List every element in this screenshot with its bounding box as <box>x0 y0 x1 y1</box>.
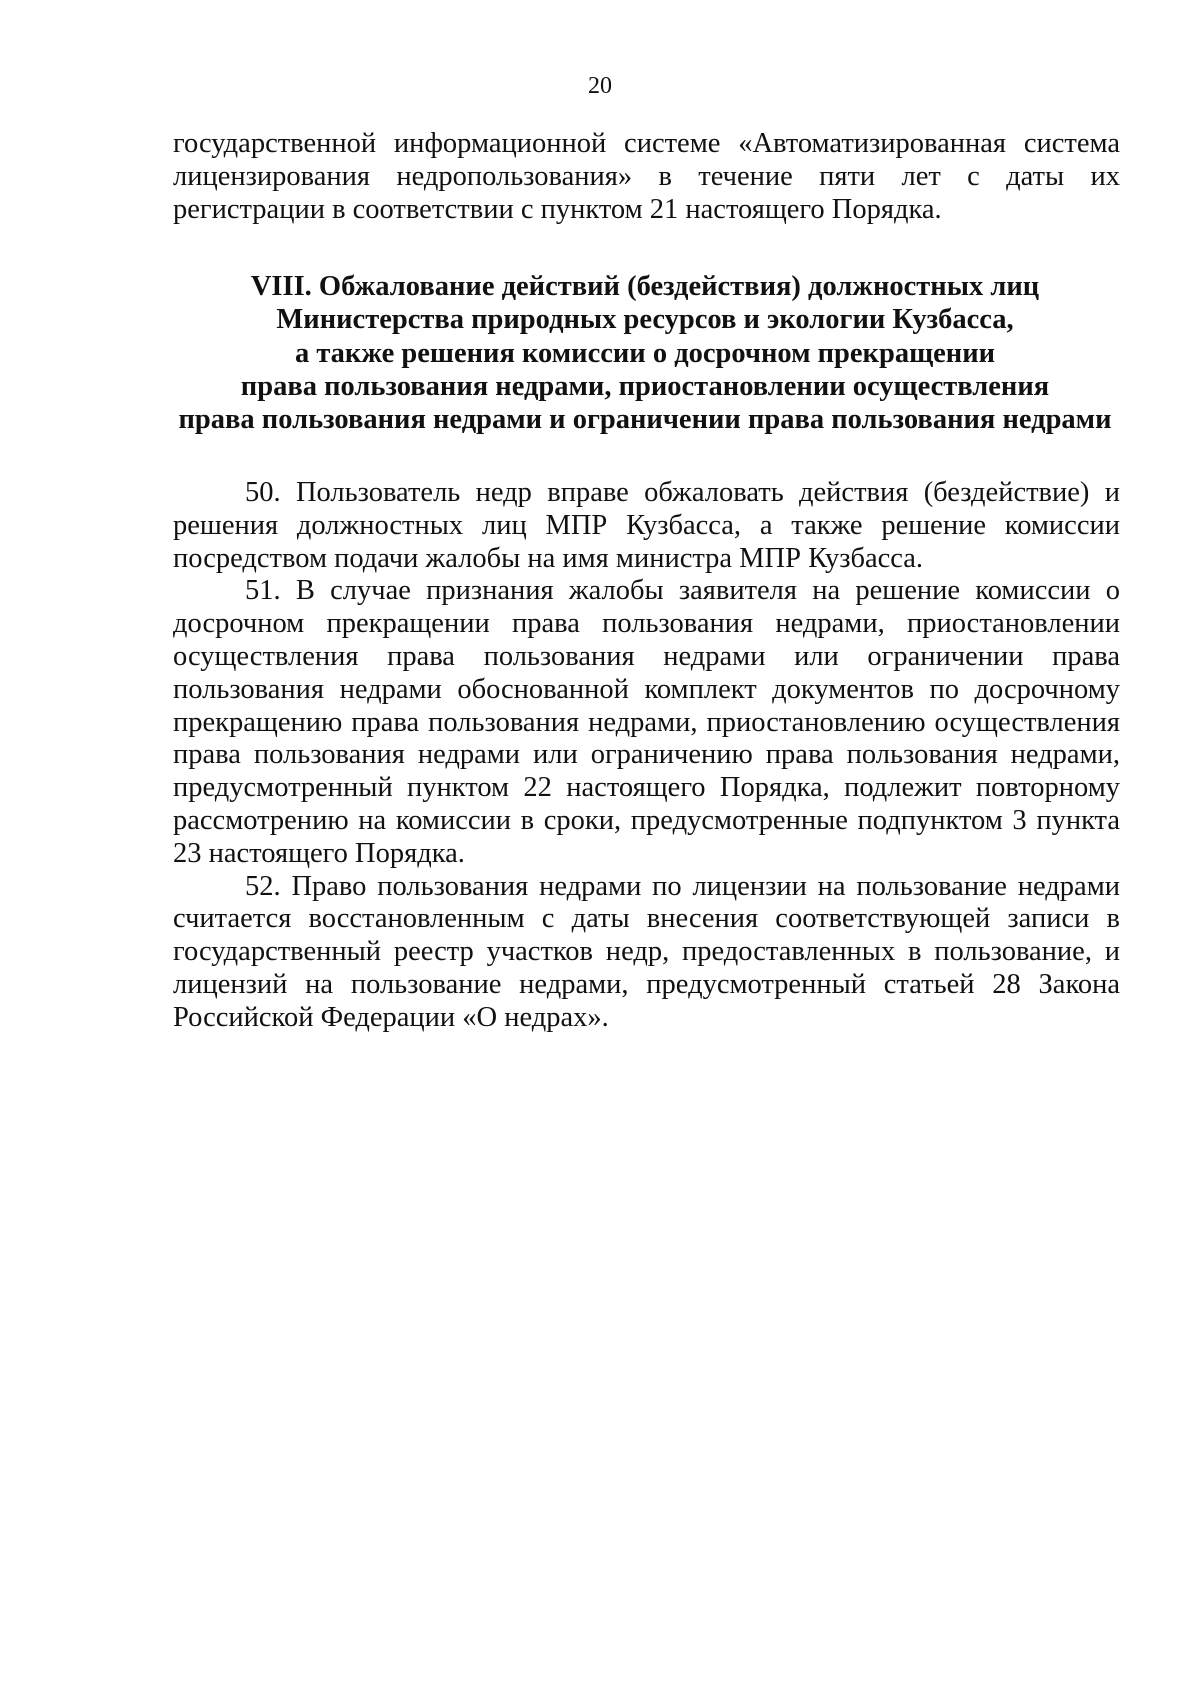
section-heading <box>150 270 1140 436</box>
page-number: 20 <box>588 73 612 99</box>
continuation-paragraph: государственной информационной системе «Автоматизированная система лицензирования недропользования» в течение пяти лет с даты их регистрации в соответствии с пунктом 21 настоящего Порядка. <box>173 128 1120 225</box>
section-heading-line: Министерства природных ресурсов и экологии Кузбасса, <box>276 304 1014 336</box>
section-heading-line: права пользования недрами, приостановлении осуществления <box>240 370 1050 402</box>
paragraph-51: 51. В случае признания жалобы заявителя на решение комиссии о досрочном прекращении права пользования недрами, приостановлении осуществления права пользования недрами или ограничении права пользования недрами обоснованной комплект документов по досрочному прекращению права пользования недрами, приостановлению осуществления права пользования недрами или ограничению права пользования недрами, предусмотренный пунктом 22 настоящего Порядка, подлежит повторному рассмотрению на комиссии в сроки, предусмотренные подпунктом 3 пункта 23 настоящего Порядка. <box>173 575 1120 869</box>
section-heading-line: права пользования недрами и ограничении права пользования недрами <box>178 404 1112 436</box>
section-body <box>173 477 1120 1035</box>
paragraph-50: 50. Пользователь недр вправе обжаловать действия (бездействие) и решения должностных лиц МПР Кузбасса, а также решение комиссии посредством подачи жалобы на имя министра МПР Кузбасса. <box>173 477 1120 574</box>
section-heading-line: VIII. Обжалование действий (бездействия) должностных лиц <box>250 271 1040 302</box>
paragraph-52: 52. Право пользования недрами по лицензии на пользование недрами считается восстановленным с даты внесения соответствующей записи в государственный реестр участков недр, предоставленных в пользование, и лицензий на пользование недрами, предусмотренный статьей 28 Закона Российской Федерации «О недрах». <box>173 870 1120 1033</box>
section-heading-line: а также решения комиссии о досрочном прекращении <box>294 337 996 369</box>
continuation-text-block <box>173 128 1120 226</box>
